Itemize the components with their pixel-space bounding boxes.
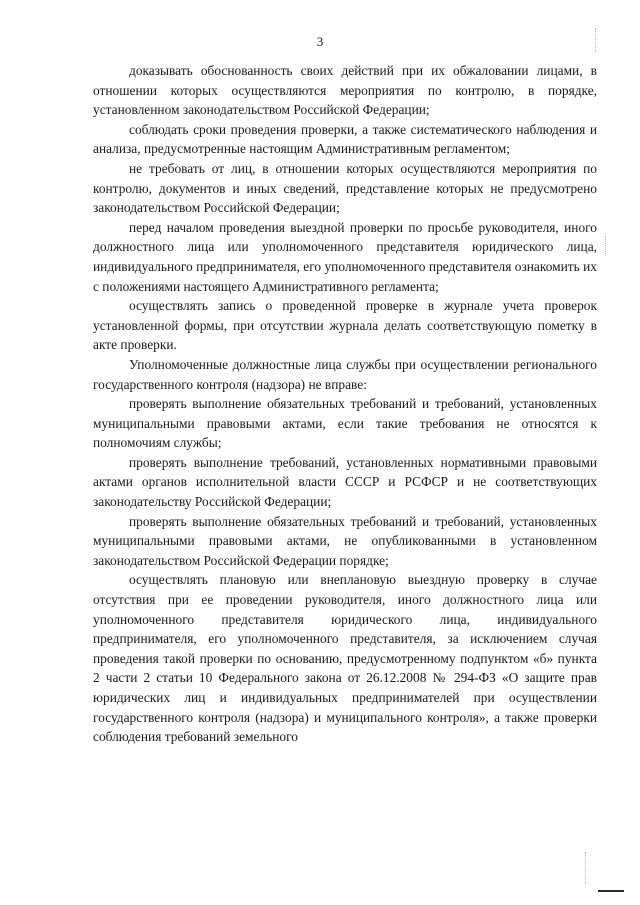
paragraph-ussr-rsfsr-acts: проверять выполнение требований, установленных нормативными правовыми актами органов исполнительной власти СССР и РСФСР и не соответствующих законодательству Российской Федерации; — [93, 454, 597, 510]
paragraph-not-entitled-intro: Уполномоченные должностные лица службы при осуществлении регионального государственного контроля (надзора) не вправе: — [93, 356, 597, 392]
document-body — [93, 61, 597, 747]
paragraph-no-extra-documents: не требовать от лиц, в отношении которых осуществляются мероприятия по контролю, документов и иных сведений, представление которых не предусмотрено законодательством Российской Федерации; — [93, 160, 597, 216]
scan-artifact-dash — [598, 890, 624, 892]
paragraph-journal-record: осуществлять запись о проведенной проверке в журнале учета проверок установленной формы, при отсутствии журнала делать соответствующую пометку в акте проверки. — [93, 298, 597, 353]
page-number: 3 — [316, 34, 324, 49]
paragraph-familiarize-regulation: перед началом проведения выездной проверки по просьбе руководителя, иного должностного лица или уполномоченного представителя юридического лица, индивидуального предпринимателя, его уполномоченного представителя ознакомить их с положениями настоящего Административного регламента; — [93, 219, 597, 294]
paragraph-observe-deadlines: соблюдать сроки проведения проверки, а также систематического наблюдения и анализа, предусмотренные настоящим Административным регламентом; — [93, 121, 597, 157]
paragraph-municipal-requirements: проверять выполнение обязательных требований и требований, установленных муниципальными правовыми актами, если такие требования не относятся к полномочиям службы; — [93, 396, 597, 451]
paragraph-unpublished-acts: проверять выполнение обязательных требований и требований, установленных муниципальными правовыми актами, не опубликованными в установленном законодательством Российской Федерации порядке; — [93, 513, 597, 568]
paragraph-justify-actions: доказывать обоснованность своих действий при их обжаловании лицами, в отношении которых осуществляются мероприятия по контролю, в порядке, установленном законодательством Российской Федерации; — [93, 63, 597, 118]
scan-artifact-middle — [605, 236, 606, 256]
scan-artifact-top — [595, 28, 596, 52]
paragraph-absence-of-representative: осуществлять плановую или внеплановую выездную проверку в случае отсутствия при ее проведении руководителя, иного должностного лица или уполномоченного представителя юридического лица, индивидуального предпринимателя, его уполномоченного представителя, за исключением случая проведения такой проверки по основанию, предусмотренному подпунктом «б» пункта 2 части 2 статьи 10 Федерального закона от 26.12.2008 № 294-ФЗ «О защите прав юридических лиц и индивидуальных предпринимателей при осуществлении государственного контроля (надзора) и муниципального контроля», а также проверки соблюдения требований земельного — [93, 572, 597, 745]
scan-artifact-bottom — [585, 852, 586, 884]
